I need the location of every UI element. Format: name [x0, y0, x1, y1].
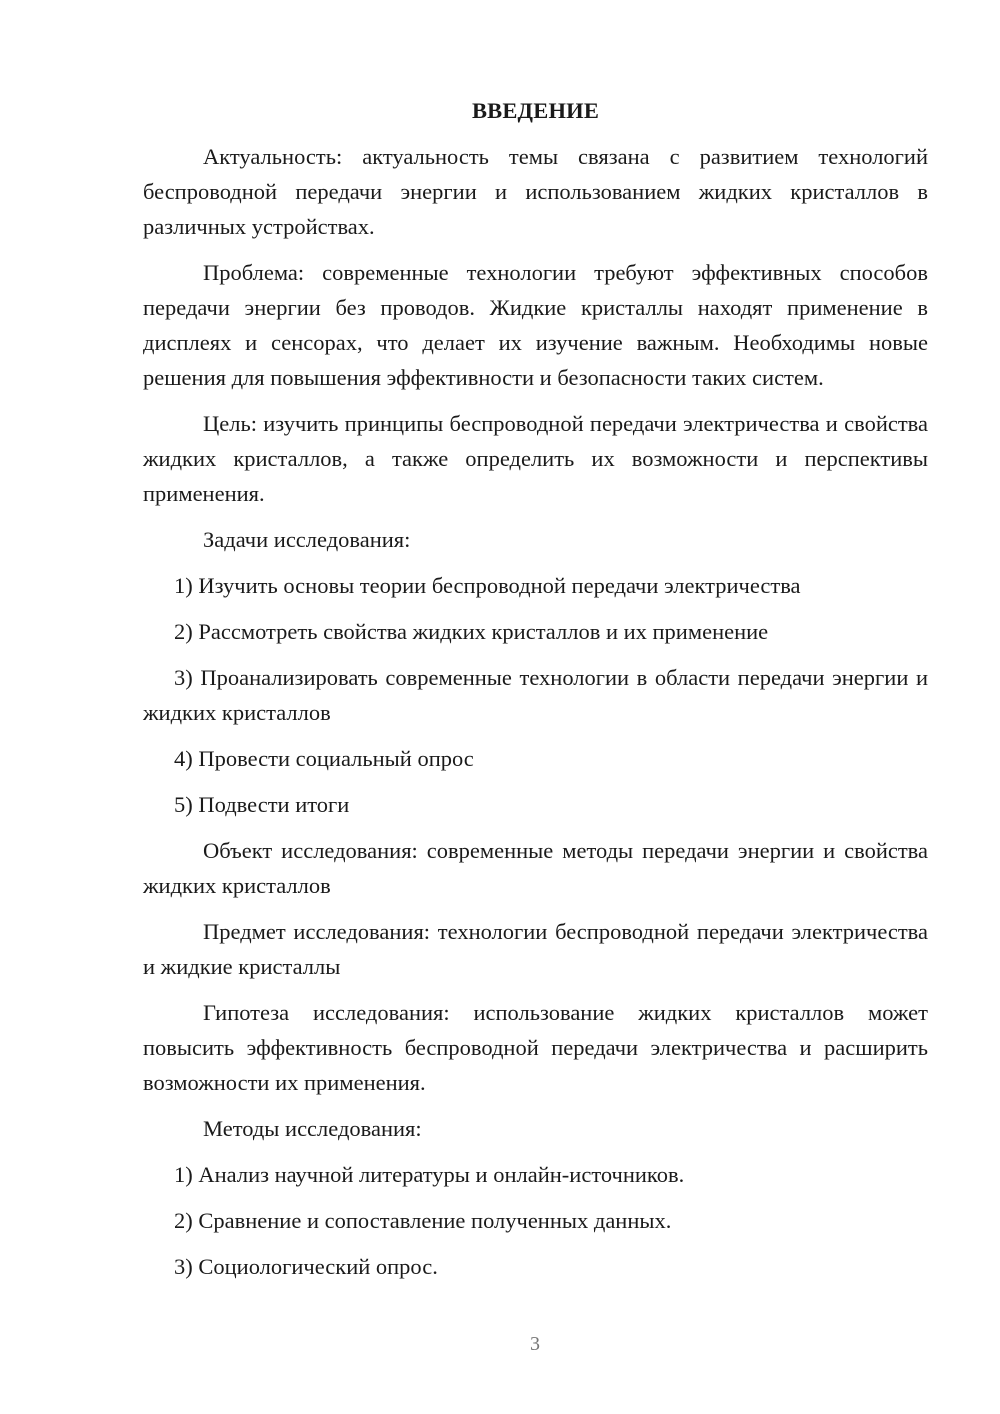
method-item: 2) Сравнение и сопоставление полученных данных. — [174, 1208, 672, 1233]
task-item: 3) Проанализировать современные технологии в области передачи энергии и жидких кристаллов — [143, 665, 928, 725]
page-content — [143, 93, 928, 1295]
hypothesis-paragraph: Гипотеза исследования: использование жидких кристаллов может повысить эффективность беспроводной передачи электричества и расширить возможности их применения. — [143, 1000, 928, 1095]
tasks-heading: Задачи исследования: — [203, 527, 411, 552]
method-item: 3) Социологический опрос. — [174, 1254, 438, 1279]
task-item: 1) Изучить основы теории беспроводной передачи электричества — [174, 573, 801, 598]
methods-heading: Методы исследования: — [203, 1116, 422, 1141]
relevance-paragraph: Актуальность: актуальность темы связана с развитием технологий беспроводной передачи энергии и использованием жидких кристаллов в различных устройствах. — [143, 144, 928, 239]
object-paragraph: Объект исследования: современные методы передачи энергии и свойства жидких кристаллов — [143, 838, 928, 898]
task-item: 5) Подвести итоги — [174, 792, 350, 817]
page-title: ВВЕДЕНИЕ — [471, 98, 600, 123]
goal-paragraph: Цель: изучить принципы беспроводной передачи электричества и свойства жидких кристаллов, а также определить их возможности и перспективы применения. — [143, 411, 928, 506]
subject-paragraph: Предмет исследования: технологии беспроводной передачи электричества и жидкие кристаллы — [143, 919, 928, 979]
task-item: 2) Рассмотреть свойства жидких кристаллов и их применение — [174, 619, 769, 644]
page-number: 3 — [530, 1333, 540, 1355]
problem-paragraph: Проблема: современные технологии требуют эффективных способов передачи энергии без проводов. Жидкие кристаллы находят применение в дисплеях и сенсорах, что делает их изучение важным. Необходимы новые решения для повышения эффективности и безопасности таких систем. — [143, 260, 928, 390]
method-item: 1) Анализ научной литературы и онлайн-источников. — [174, 1162, 685, 1187]
task-item: 4) Провести социальный опрос — [174, 746, 474, 771]
